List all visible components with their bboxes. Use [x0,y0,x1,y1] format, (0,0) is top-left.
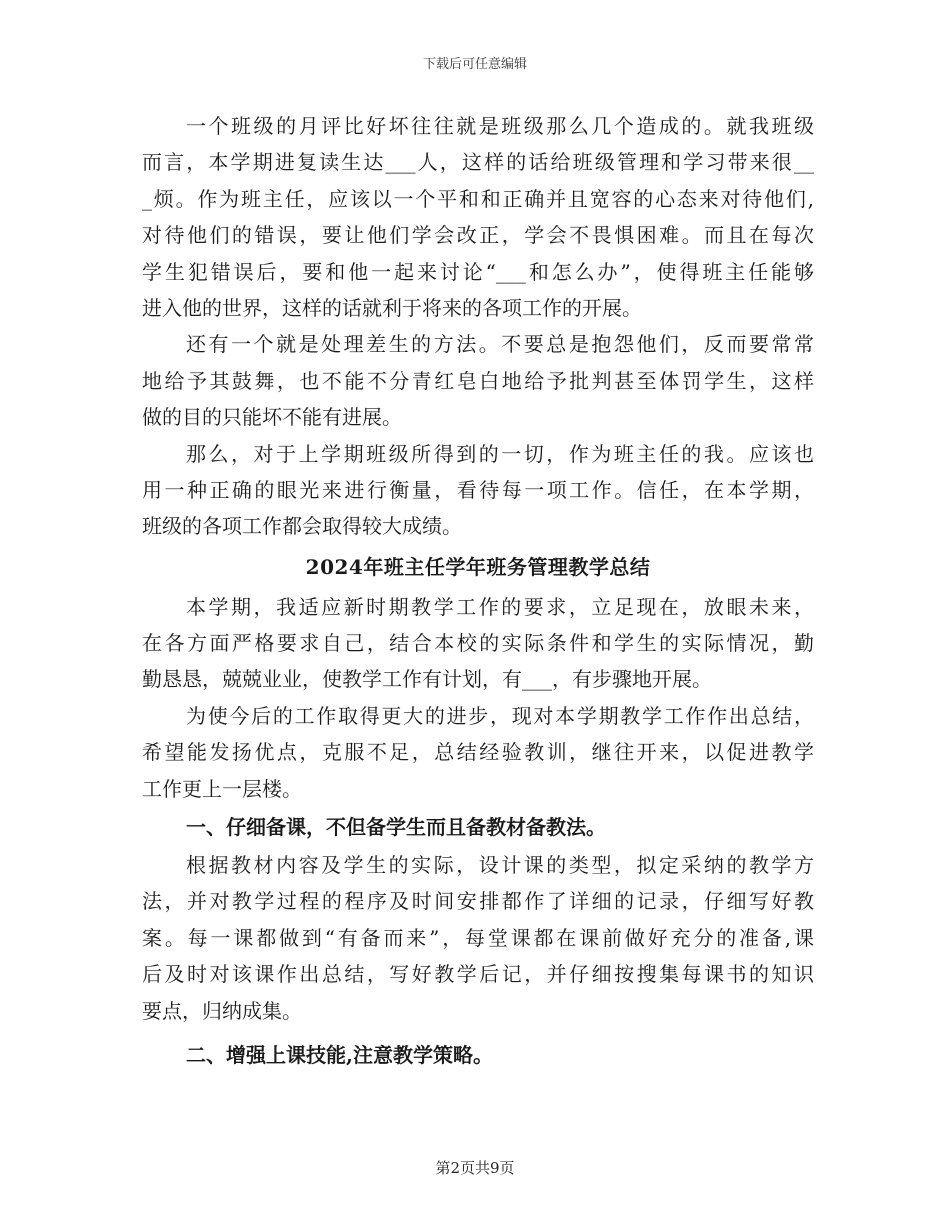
paragraph [142,108,814,326]
text-line: 对待他们的错误，要让他们学会改正，学会不畏惧困难。而且在每次 [142,223,814,248]
paragraph [142,698,814,807]
text-line: 用一种正确的眼光来进行衡量，看待每一项工作。信任，在本学期， [142,477,814,502]
text-line: 学生犯错误后，要和他一起来讨论“___和怎么办”，使得班主任能够 [142,259,814,284]
text-line: 根据教材内容及学生的实际，设计课的类型，拟定采纳的教学方 [186,853,814,878]
text-line: 工作更上一层楼。 [142,776,302,801]
paragraph [142,847,814,1029]
text-line: 还有一个就是处理差生的方法。不要总是抱怨他们，反而要常常 [186,332,814,357]
text-line: _烦。作为班主任，应该以一个平和和正确并且宽容的心态来对待他们, [142,186,814,211]
paragraph [142,326,814,435]
text-line: 地给予其鼓舞，也不能不分青红皂白地给予批判甚至体罚学生，这样 [142,368,814,393]
text-line: 在各方面严格要求自己，结合本校的实际条件和学生的实际情况，勤 [142,631,814,656]
text-line: 做的目的只能坏不能有进展。 [142,405,402,430]
text-line: 进入他的世界，这样的话就利于将来的各项工作的开展。 [142,295,642,320]
document-body [142,108,814,1075]
text-line: 希望能发扬优点，克服不足，总结经验教训，继往开来，以促进教学 [142,740,814,765]
paragraph [142,436,814,545]
section-heading: 一、仔细备课，不但备学生而且备教材备教法。 [186,815,606,840]
text-line: 勤恳恳，兢兢业业，使教学工作有计划，有___，有步骤地开展。 [142,667,712,692]
text-line: 法，并对教学过程的程序及时间安排都作了详细的记录，仔细写好教 [142,889,814,914]
text-line: 案。每一课都做到“有备而来”，每堂课都在课前做好充分的准备,课 [142,925,814,950]
text-line: 一个班级的月评比好坏往往就是班级那么几个造成的。就我班级 [186,114,814,138]
text-line: 那么，对于上学期班级所得到的一切，作为班主任的我。应该也 [186,441,814,466]
page-number: 第2页共9页 [435,1159,515,1177]
text-line: 班级的各项工作都会取得较大成绩。 [142,514,462,539]
text-line: 要点，归纳成集。 [142,998,302,1023]
paragraph [142,589,814,698]
text-line: 本学期，我适应新时期教学工作的要求，立足现在，放眼未来， [186,594,814,619]
document-title: 2024年班主任学年班务管理教学总结 [305,554,651,579]
text-line: 而言，本学期进复读生达___人，这样的话给班级管理和学习带来很__ [142,150,814,175]
page-header-note: 下载后可任意编辑 [422,57,527,72]
section-heading: 二、增强上课技能,注意教学策略。 [186,1042,493,1067]
text-line: 后及时对该课作出总结，写好教学后记，并仔细按搜集每课书的知识 [142,962,814,987]
text-line: 为使今后的工作取得更大的进步，现对本学期教学工作作出总结， [186,703,814,728]
